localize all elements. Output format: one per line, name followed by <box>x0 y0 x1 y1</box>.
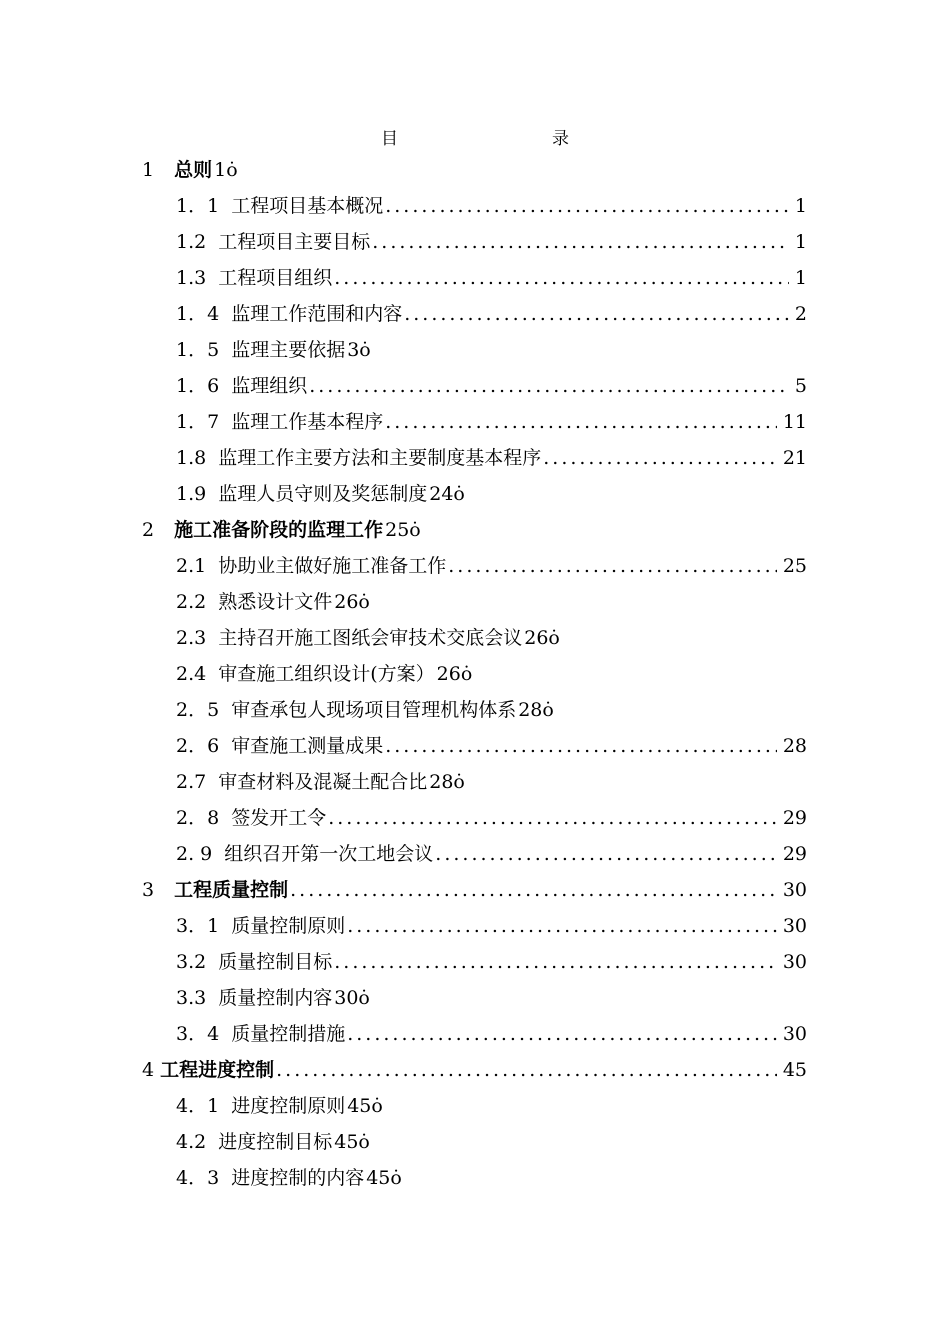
toc-chapter-entry[interactable] <box>142 152 807 188</box>
toc-entry-page-number: 28ȯ <box>429 771 465 793</box>
toc-entry-label: 进度控制目标 <box>218 1131 333 1153</box>
toc-entry-number: 4.2 <box>176 1131 207 1153</box>
toc-section-entry[interactable] <box>176 224 807 260</box>
toc-section-entry[interactable] <box>176 692 807 728</box>
toc-dot-leader <box>276 1052 777 1088</box>
toc-entry-label: 质量控制原则 <box>231 915 346 937</box>
toc-chapter-entry[interactable] <box>142 872 807 908</box>
toc-dot-leader <box>290 872 777 908</box>
toc-entry-label: 组织召开第一次工地会议 <box>224 843 434 865</box>
toc-entry-page-number: 1ȯ <box>214 159 238 181</box>
toc-entry-page-number: 45ȯ <box>334 1131 370 1153</box>
toc-entry-page-number: 11 <box>782 411 807 433</box>
toc-section-entry[interactable] <box>176 368 807 404</box>
toc-section-entry[interactable] <box>176 944 807 980</box>
toc-entry-label: 进度控制原则 <box>231 1095 346 1117</box>
toc-entry-page-number: 30 <box>782 915 807 937</box>
toc-entry-page-number: 30 <box>782 879 807 901</box>
toc-entry-number: 2. 9 <box>176 843 213 865</box>
toc-entry-label: 工程项目基本概况 <box>231 195 384 217</box>
toc-entry-label: 总则 <box>174 159 213 181</box>
toc-entry-number: 1.2 <box>176 231 207 253</box>
toc-section-entry[interactable] <box>176 440 807 476</box>
toc-section-entry[interactable] <box>176 548 807 584</box>
toc-section-entry[interactable] <box>176 296 807 332</box>
toc-entry-label: 进度控制的内容 <box>231 1167 365 1189</box>
toc-dot-leader <box>347 1016 777 1052</box>
toc-entry-page-number: 25 <box>782 555 807 577</box>
toc-entry-number: 4 <box>142 1059 155 1081</box>
toc-entry-number: 1.3 <box>176 267 207 289</box>
toc-entry-label: 协助业主做好施工准备工作 <box>218 555 447 577</box>
toc-section-entry[interactable] <box>176 908 807 944</box>
toc-section-entry[interactable] <box>176 584 807 620</box>
toc-entry-number: 1．5 <box>176 339 220 361</box>
toc-entry-number: 1.9 <box>176 483 207 505</box>
toc-entry-number: 4．1 <box>176 1095 220 1117</box>
toc-entry-page-number: 30ȯ <box>334 987 370 1009</box>
toc-entry-label: 监理主要依据 <box>231 339 346 361</box>
toc-entry-number: 3．4 <box>176 1023 220 1045</box>
toc-entry-number: 2.3 <box>176 627 207 649</box>
toc-entry-label: 质量控制措施 <box>231 1023 346 1045</box>
toc-dot-leader <box>372 224 789 260</box>
toc-entry-number: 1.8 <box>176 447 207 469</box>
toc-dot-leader <box>404 296 789 332</box>
toc-entry-number: 2 <box>142 519 155 541</box>
toc-section-entry[interactable] <box>176 404 807 440</box>
toc-entry-page-number: 1 <box>794 231 807 253</box>
toc-entry-page-number: 29 <box>782 807 807 829</box>
toc-section-entry[interactable] <box>176 1016 807 1052</box>
toc-entry-page-number: 3ȯ <box>347 339 371 361</box>
toc-entry-number: 1 <box>142 159 155 181</box>
toc-entry-page-number: 5 <box>794 375 807 397</box>
toc-dot-leader <box>435 836 777 872</box>
toc-section-entry[interactable] <box>176 836 807 872</box>
toc-chapter-entry[interactable] <box>142 1052 807 1088</box>
toc-entry-number: 1．4 <box>176 303 220 325</box>
toc-entry-page-number: 26ȯ <box>524 627 560 649</box>
toc-entry-label: 工程进度控制 <box>160 1059 275 1081</box>
toc-section-entry[interactable] <box>176 764 807 800</box>
toc-section-entry[interactable] <box>176 1160 807 1196</box>
toc-entry-page-number: 45ȯ <box>366 1167 402 1189</box>
toc-section-entry[interactable] <box>176 728 807 764</box>
toc-entry-label: 熟悉设计文件 <box>218 591 333 613</box>
toc-entry-page-number: 30 <box>782 951 807 973</box>
toc-entry-number: 2．6 <box>176 735 220 757</box>
toc-entry-label: 签发开工令 <box>231 807 327 829</box>
toc-entry-number: 3.2 <box>176 951 207 973</box>
toc-entry-label: 工程项目组织 <box>218 267 333 289</box>
toc-entry-number: 4．3 <box>176 1167 220 1189</box>
toc-entry-number: 2．5 <box>176 699 220 721</box>
toc-chapter-entry[interactable] <box>142 512 807 548</box>
toc-entry-page-number: 21 <box>782 447 807 469</box>
toc-section-entry[interactable] <box>176 476 807 512</box>
toc-entry-number: 1．6 <box>176 375 220 397</box>
toc-entry-page-number: 29 <box>782 843 807 865</box>
toc-entry-page-number: 45ȯ <box>347 1095 383 1117</box>
toc-entry-label: 监理工作基本程序 <box>231 411 384 433</box>
toc-dot-leader <box>309 368 789 404</box>
toc-entry-label: 主持召开施工图纸会审技术交底会议 <box>218 627 523 649</box>
toc-entry-label: 质量控制目标 <box>218 951 333 973</box>
toc-entry-page-number: 26ȯ <box>334 591 370 613</box>
toc-entry-label: 审查施工测量成果 <box>231 735 384 757</box>
toc-section-entry[interactable] <box>176 1088 807 1124</box>
toc-section-entry[interactable] <box>176 656 807 692</box>
toc-entry-number: 2.2 <box>176 591 207 613</box>
toc-section-entry[interactable] <box>176 260 807 296</box>
toc-entry-page-number: 30 <box>782 1023 807 1045</box>
toc-dot-leader <box>385 188 789 224</box>
toc-entry-page-number: 45 <box>782 1059 807 1081</box>
toc-section-entry[interactable] <box>176 1124 807 1160</box>
toc-section-entry[interactable] <box>176 980 807 1016</box>
toc-entry-label: 审查施工组织设计(方案） <box>218 663 435 685</box>
toc-entry-number: 1．7 <box>176 411 220 433</box>
toc-entry-label: 监理组织 <box>231 375 308 397</box>
toc-dot-leader <box>347 908 777 944</box>
toc-entry-page-number: 2 <box>794 303 807 325</box>
toc-entry-label: 监理工作主要方法和主要制度基本程序 <box>218 447 542 469</box>
toc-section-entry[interactable] <box>176 188 807 224</box>
toc-entry-label: 质量控制内容 <box>218 987 333 1009</box>
toc-entry-label: 工程质量控制 <box>174 879 289 901</box>
toc-entry-label: 审查承包人现场项目管理机构体系 <box>231 699 517 721</box>
toc-section-entry[interactable] <box>176 332 807 368</box>
toc-entry-page-number: 25ȯ <box>385 519 421 541</box>
toc-entry-label: 施工准备阶段的监理工作 <box>174 519 384 541</box>
toc-entry-number: 2.1 <box>176 555 207 577</box>
toc-entry-number: 2.4 <box>176 663 207 685</box>
toc-entry-page-number: 1 <box>794 195 807 217</box>
toc-dot-leader <box>385 404 777 440</box>
toc-dot-leader <box>543 440 777 476</box>
toc-entry-number: 3．1 <box>176 915 220 937</box>
toc-entry-label: 监理工作范围和内容 <box>231 303 403 325</box>
toc-title: 目 录 <box>381 129 609 149</box>
toc-entry-label: 工程项目主要目标 <box>218 231 371 253</box>
toc-entry-number: 3.3 <box>176 987 207 1009</box>
toc-entry-page-number: 28 <box>782 735 807 757</box>
toc-dot-leader <box>385 728 777 764</box>
toc-dot-leader <box>334 944 777 980</box>
toc-dot-leader <box>334 260 789 296</box>
toc-entry-page-number: 28ȯ <box>518 699 554 721</box>
toc-dot-leader <box>328 800 777 836</box>
toc-section-entry[interactable] <box>176 620 807 656</box>
toc-dot-leader <box>448 548 777 584</box>
toc-entry-page-number: 1 <box>794 267 807 289</box>
toc-entry-number: 2．8 <box>176 807 220 829</box>
toc-entry-number: 1．1 <box>176 195 220 217</box>
toc-entry-page-number: 24ȯ <box>429 483 465 505</box>
toc-entry-number: 3 <box>142 879 155 901</box>
toc-entry-label: 审查材料及混凝土配合比 <box>218 771 428 793</box>
toc-entry-page-number: 26ȯ <box>436 663 473 685</box>
toc-section-entry[interactable] <box>176 800 807 836</box>
toc-entry-number: 2.7 <box>176 771 207 793</box>
toc-entry-label: 监理人员守则及奖惩制度 <box>218 483 428 505</box>
